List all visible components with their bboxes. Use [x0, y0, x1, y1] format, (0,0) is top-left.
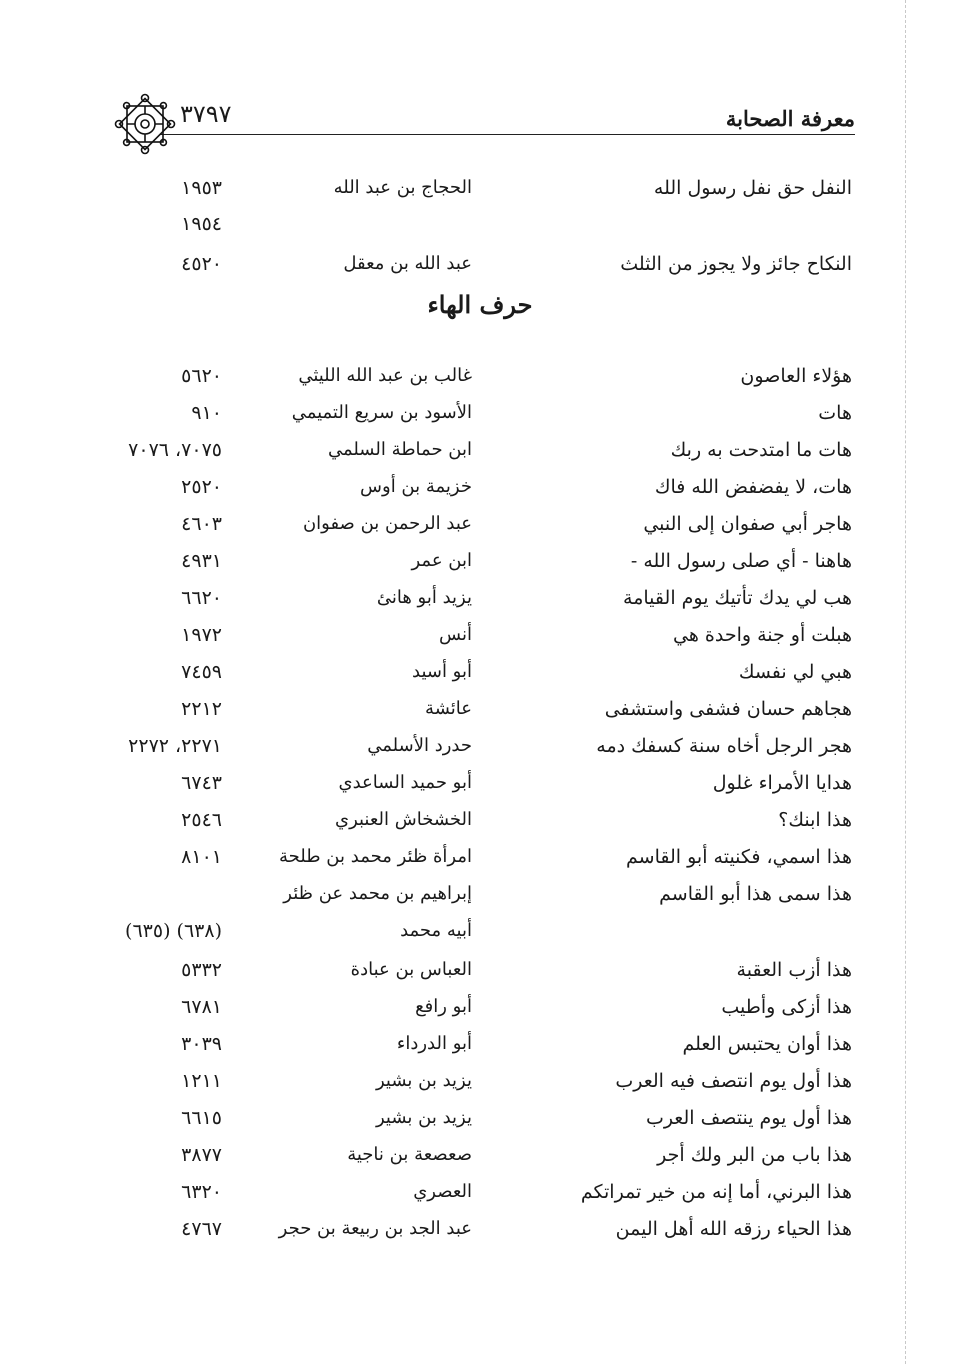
- entry-number: ٤٦٠٣: [181, 513, 222, 535]
- hadith-text: هات ما امتدحت به ربك: [670, 439, 852, 461]
- hadith-text: هاهنا - أي صلى رسول الله -: [630, 550, 852, 572]
- entry-number: ٦٧٤٣: [181, 772, 222, 794]
- entry-row: [0, 395, 960, 431]
- hadith-text: هذا اسمي، فكنيته أبو القاسم: [626, 846, 852, 868]
- narrator-name: صعصعة بن ناجية: [347, 1144, 472, 1165]
- entry-number: ٢٢٧١، ٢٢٧٢: [128, 735, 222, 757]
- narrator-name: يزيد أبو هانئ: [376, 587, 472, 608]
- entry-number: ٥٦٢٠: [181, 365, 222, 387]
- entry-number: ٣٨٧٧: [181, 1144, 222, 1166]
- entry-row: [0, 432, 960, 468]
- entry-number: ٦٦٢٠: [181, 587, 222, 609]
- hadith-text: هذا أوان يحتبس العلم: [682, 1033, 852, 1055]
- book-title: معرفة الصحابة: [725, 106, 855, 131]
- entry-row: [0, 802, 960, 838]
- entry-row: [0, 654, 960, 690]
- entry-number: ٨١٠١: [181, 846, 222, 868]
- narrator-name: امرأة ظئر محمد بن طلحة: [279, 846, 472, 867]
- entry-number: ٤٧٦٧: [181, 1218, 222, 1240]
- narrator-name: إبراهيم بن محمد عن ظئر: [283, 883, 472, 904]
- page-number: ٣٧٩٧: [180, 100, 232, 128]
- header-rule: [160, 134, 855, 135]
- narrator-name: عبد الله بن معقل: [343, 253, 472, 274]
- entry-row: [0, 1063, 960, 1099]
- entry-row: [0, 1174, 960, 1210]
- hadith-text: هب لي يدك تأتيك يوم القيامة: [623, 587, 852, 609]
- hadith-text: هذا أزب العقبة: [736, 959, 852, 981]
- hadith-text: هذا أول يوم انتصف فيه العرب: [615, 1070, 852, 1092]
- entry-number: ٤٩٣١: [181, 550, 222, 572]
- hadith-text: هات: [818, 402, 852, 424]
- narrator-name: أبو أسيد: [412, 661, 472, 682]
- hadith-text: هجاهم حسان فشفى واستشفى: [604, 698, 852, 720]
- hadith-text: هجر الرجل أخاه سنة كسفك دمه: [596, 735, 852, 757]
- entry-row: [0, 1137, 960, 1173]
- entry-number: ٣٠٣٩: [181, 1033, 222, 1055]
- entry-row: [0, 1211, 960, 1247]
- narrator-name: يزيد بن بشير: [376, 1070, 472, 1091]
- hadith-text: هبي لي نفسك: [738, 661, 852, 683]
- hadith-text: هات، لا يفضفض الله فاك: [654, 476, 852, 498]
- entry-row: [0, 543, 960, 579]
- entry-row: [0, 728, 960, 764]
- entry-row: [0, 952, 960, 988]
- entry-row: [0, 580, 960, 616]
- entry-number: ٢٥٢٠: [181, 476, 222, 498]
- narrator-name: ابن عمر: [411, 550, 472, 571]
- hadith-text: هذا باب من البر ولك أجر: [657, 1144, 852, 1166]
- narrator-name: أبو رافع: [415, 996, 472, 1017]
- entry-number: ٢٢١٢: [181, 698, 222, 720]
- section-heading: حرف الهاء: [427, 290, 533, 319]
- entry-number: ١٩٥٤: [181, 213, 222, 235]
- narrator-name: خزيمة بن أوس: [360, 476, 472, 497]
- entry-row: [0, 989, 960, 1025]
- entry-number: ٧٤٥٩: [181, 661, 222, 683]
- entry-row: [0, 691, 960, 727]
- entry-row: [0, 617, 960, 653]
- entry-number: ٧٠٧٥، ٧٠٧٦: [128, 439, 222, 461]
- narrator-name: عبد الرحمن بن صفوان: [302, 513, 472, 534]
- hadith-text: هؤلاء العاصون: [740, 365, 852, 387]
- hadith-text: النكاح جائز ولا يجوز من الثلث: [620, 253, 852, 275]
- ornament-icon: [113, 92, 177, 156]
- narrator-name: عبد الجد بن ربيعة بن حجر: [278, 1218, 472, 1239]
- hadith-text: هذا أزكى وأطيب: [721, 996, 852, 1018]
- entry-number: ٩١٠: [191, 402, 222, 424]
- entry-number: ٥٣٣٢: [181, 959, 222, 981]
- narrator-name: الأسود بن سريع التميمي: [291, 402, 472, 423]
- entry-row: [0, 170, 960, 206]
- narrator-name: يزيد بن بشير: [376, 1107, 472, 1128]
- hadith-text: هذا ابنك؟: [778, 809, 852, 831]
- entry-number: ١٩٥٣: [181, 177, 222, 199]
- entry-row: [0, 1100, 960, 1136]
- entry-row: [0, 839, 960, 875]
- entry-row: [0, 506, 960, 542]
- entry-number: ٦٣٢٠: [181, 1181, 222, 1203]
- entry-row: [0, 765, 960, 801]
- narrator-name: الخشخاش العنبري: [334, 809, 472, 830]
- entry-number: ١٢١١: [181, 1070, 222, 1092]
- entry-row: [0, 358, 960, 394]
- narrator-name: ابن حماطة السلمي: [327, 439, 472, 460]
- narrator-name: العباس بن عبادة: [350, 959, 472, 980]
- hadith-text: هذا أول يوم ينتصف العرب: [645, 1107, 852, 1129]
- hadith-text: هذا سمى هذا أبو القاسم: [659, 883, 852, 905]
- hadith-text: هدايا الأمراء غلول: [712, 772, 852, 794]
- narrator-name: الحجاج بن عبد الله: [333, 177, 472, 198]
- narrator-name: أبو الدرداء: [396, 1033, 472, 1054]
- narrator-name: أبيه محمد: [400, 920, 472, 941]
- hadith-text: هاجر أبي صفوان إلى النبي: [643, 513, 852, 535]
- narrator-name: غالب بن عبد الله الليثي: [298, 365, 472, 386]
- entry-number: (٦٣٨) (٦٣٥): [125, 920, 222, 942]
- entry-row: [0, 913, 960, 949]
- hadith-text: النفل حق نفل رسول الله: [653, 177, 852, 199]
- entry-row: [0, 469, 960, 505]
- narrator-name: حدرد الأسلمي: [367, 735, 472, 756]
- entry-row: [0, 246, 960, 282]
- entry-number: ٤٥٢٠: [181, 253, 222, 275]
- narrator-name: العصري: [413, 1181, 472, 1202]
- narrator-name: عائشة: [425, 698, 472, 719]
- page-header: [0, 92, 960, 162]
- entry-row: [0, 876, 960, 912]
- entry-number: ١٩٧٢: [181, 624, 222, 646]
- narrator-name: أبو حميد الساعدي: [338, 772, 472, 793]
- hadith-text: هذا البرني، أما إنه من خير تمراتكم: [580, 1181, 852, 1203]
- entry-number: ٢٥٤٦: [181, 809, 222, 831]
- hadith-text: هذا الحياء رزقه الله أهل اليمن: [615, 1218, 852, 1240]
- narrator-name: أنس: [439, 624, 472, 645]
- entry-row: [0, 1026, 960, 1062]
- entry-number: ٦٧٨١: [181, 996, 222, 1018]
- entry-row: [0, 206, 960, 242]
- hadith-text: هبلت أو جنة واحدة هي: [673, 624, 852, 646]
- entry-number: ٦٦١٥: [181, 1107, 222, 1129]
